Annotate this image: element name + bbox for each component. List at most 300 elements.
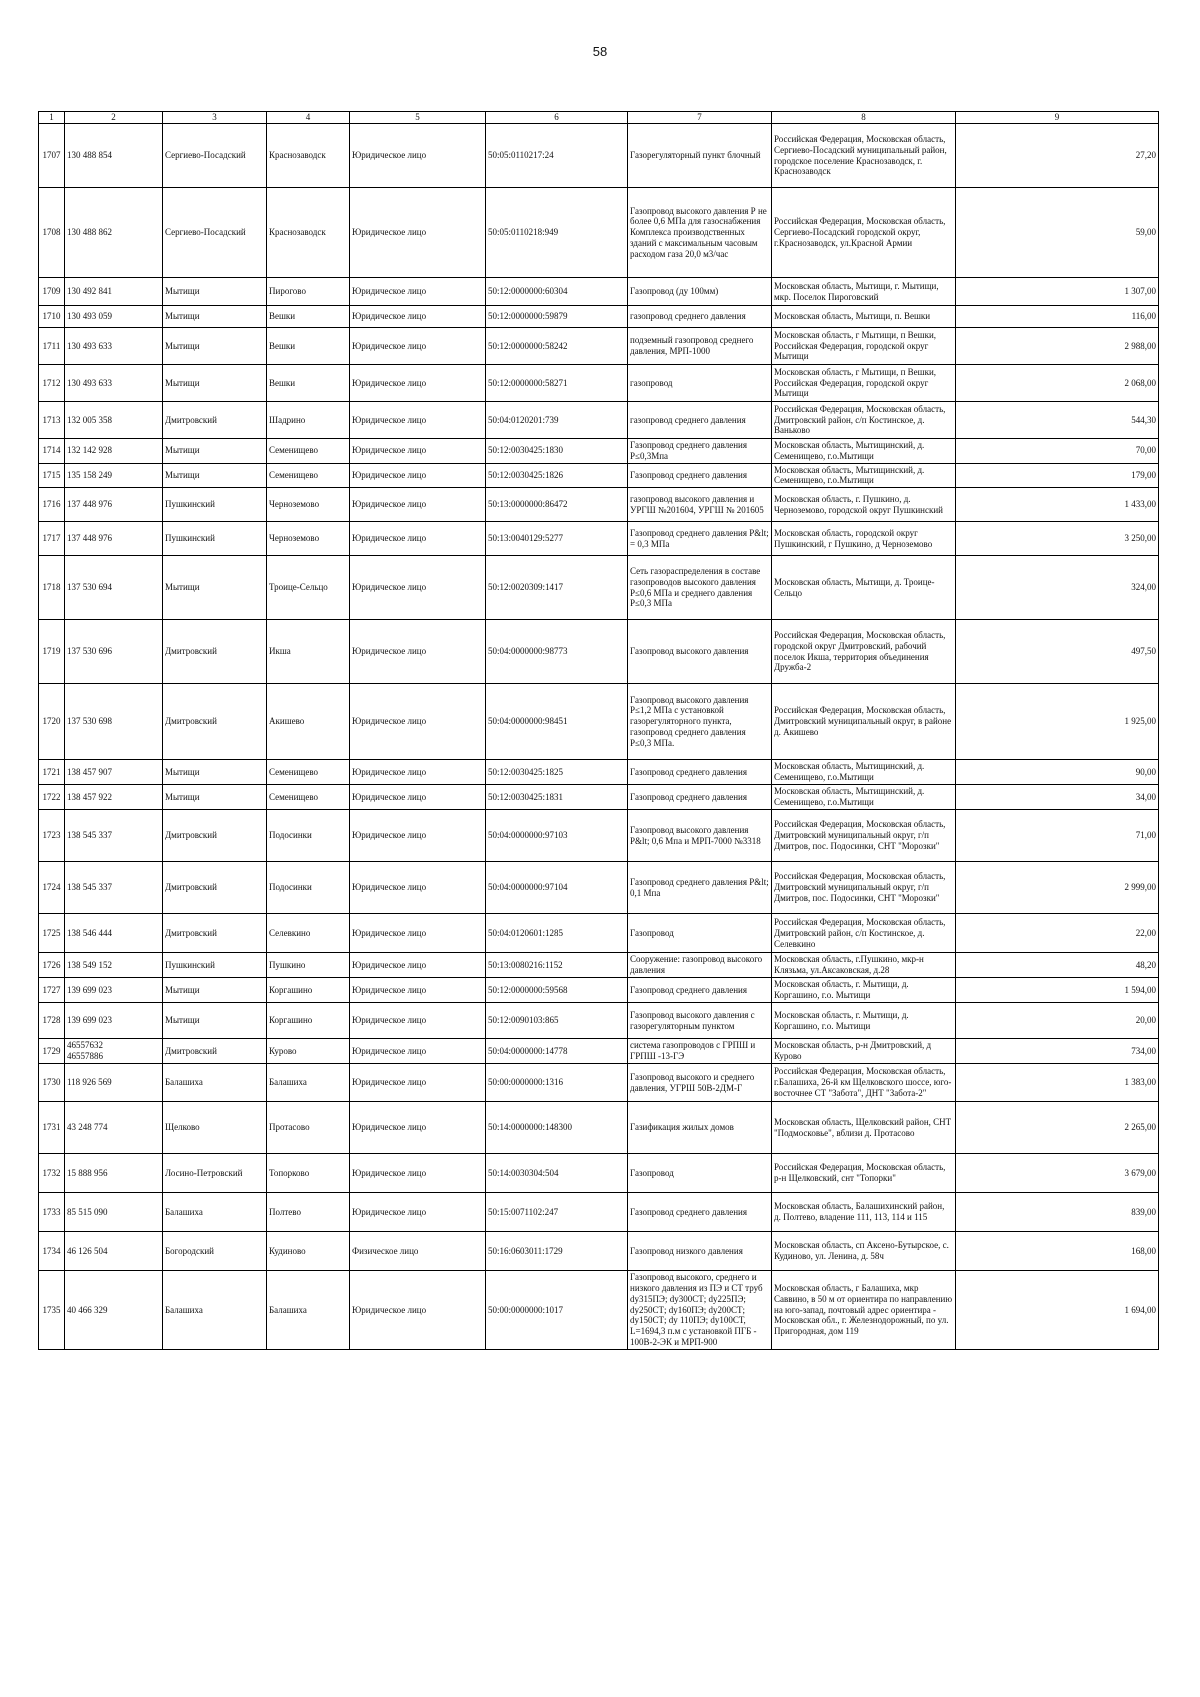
column-header: 5 (350, 112, 486, 124)
value-cell: 168,00 (956, 1232, 1159, 1271)
address-cell: Российская Федерация, Московская область, г.Балашиха, 26-й км Щелковского шоссе, юго-восточнее СТ "Забота", ДНТ "Забота-2" (772, 1064, 956, 1102)
object-code: 40 466 329 (65, 1271, 163, 1350)
column-header: 4 (267, 112, 350, 124)
object-code: 135 158 249 (65, 463, 163, 488)
address-cell: Московская область, Балашихинский район, д. Полтево, владение 111, 113, 114 и 115 (772, 1193, 956, 1232)
locality-cell: Топорково (267, 1154, 350, 1193)
value-cell: 497,50 (956, 620, 1159, 684)
object-code: 137 448 976 (65, 488, 163, 522)
table-row (39, 914, 1159, 953)
address-cell: Московская область, Мытищинский, д. Семенищево, г.о.Мытищи (772, 760, 956, 785)
object-name-cell: газопровод высокого давления и УРГШ №201604, УРГШ № 201605 (628, 488, 772, 522)
address-cell: Российская Федерация, Московская область, Дмитровский район, с/п Костинское, д. Ваньково (772, 402, 956, 439)
locality-cell: Коргашино (267, 1003, 350, 1039)
value-cell: 22,00 (956, 914, 1159, 953)
table-row (39, 810, 1159, 862)
owner-type-cell: Физическое лицо (350, 1232, 486, 1271)
cadastral-number-cell: 50:16:0603011:1729 (486, 1232, 628, 1271)
value-cell: 1 307,00 (956, 278, 1159, 306)
address-cell: Московская область, г Мытищи, п Вешки, Российская Федерация, городской округ Мытищи (772, 328, 956, 365)
column-header: 7 (628, 112, 772, 124)
object-name-cell: Газопровод среднего давления P&lt; 0,1 Мпа (628, 862, 772, 914)
cadastral-number-cell: 50:12:0000000:59568 (486, 978, 628, 1003)
column-header: 1 (39, 112, 65, 124)
object-code: 139 699 023 (65, 1003, 163, 1039)
district-cell: Дмитровский (163, 684, 267, 760)
district-cell: Пушкинский (163, 953, 267, 978)
object-name-cell: система газопроводов с ГРПШ и ГРПШ -13-ГЭ (628, 1039, 772, 1064)
address-cell: Московская область, г Балашиха, мкр Саввино, в 50 м от ориентира по направлению на юго-запад, почтовый адрес ориентира - Московская обл., г. Железнодорожный, по ул. Пригородная, дом 119 (772, 1271, 956, 1350)
table-row (39, 124, 1159, 188)
owner-type-cell: Юридическое лицо (350, 439, 486, 464)
object-code: 130 493 633 (65, 328, 163, 365)
table-row (39, 402, 1159, 439)
district-cell: Балашиха (163, 1271, 267, 1350)
cadastral-number-cell: 50:12:0020309:1417 (486, 556, 628, 620)
cadastral-number-cell: 50:13:0000000:86472 (486, 488, 628, 522)
row-number: 1727 (39, 978, 65, 1003)
row-number: 1732 (39, 1154, 65, 1193)
district-cell: Сергиево-Посадский (163, 124, 267, 188)
address-cell: Российская Федерация, Московская область, Дмитровский муниципальный округ, г/п Дмитров, пос. Подосинки, СНТ "Морозки" (772, 862, 956, 914)
table-row (39, 439, 1159, 464)
object-code: 130 488 862 (65, 188, 163, 278)
object-code: 137 530 694 (65, 556, 163, 620)
value-cell: 2 988,00 (956, 328, 1159, 365)
address-cell: Московская область, Мытищинский, д. Семенищево, г.о.Мытищи (772, 785, 956, 810)
owner-type-cell: Юридическое лицо (350, 463, 486, 488)
locality-cell: Троице-Сельцо (267, 556, 350, 620)
locality-cell: Вешки (267, 306, 350, 328)
cadastral-number-cell: 50:12:0000000:59879 (486, 306, 628, 328)
owner-type-cell: Юридическое лицо (350, 1064, 486, 1102)
locality-cell: Полтево (267, 1193, 350, 1232)
owner-type-cell: Юридическое лицо (350, 365, 486, 402)
row-number: 1715 (39, 463, 65, 488)
locality-cell: Пирогово (267, 278, 350, 306)
row-number: 1710 (39, 306, 65, 328)
table-row (39, 522, 1159, 556)
object-code: 138 545 337 (65, 810, 163, 862)
object-name-cell: Сооружение: газопровод высокого давления (628, 953, 772, 978)
district-cell: Балашиха (163, 1064, 267, 1102)
object-code: 132 005 358 (65, 402, 163, 439)
row-number: 1722 (39, 785, 65, 810)
value-cell: 71,00 (956, 810, 1159, 862)
locality-cell: Подосинки (267, 810, 350, 862)
cadastral-number-cell: 50:00:0000000:1017 (486, 1271, 628, 1350)
object-name-cell: Газопровод среднего давления (628, 978, 772, 1003)
owner-type-cell: Юридическое лицо (350, 1193, 486, 1232)
value-cell: 2 999,00 (956, 862, 1159, 914)
locality-cell: Акишево (267, 684, 350, 760)
owner-type-cell: Юридическое лицо (350, 1154, 486, 1193)
cadastral-number-cell: 50:12:0090103:865 (486, 1003, 628, 1039)
object-name-cell: газопровод среднего давления (628, 402, 772, 439)
table-row (39, 1064, 1159, 1102)
address-cell: Российская Федерация, Московская область, Дмитровский район, с/п Костинское, д. Селевкино (772, 914, 956, 953)
object-name-cell: Газопровод низкого давления (628, 1232, 772, 1271)
district-cell: Дмитровский (163, 862, 267, 914)
district-cell: Мытищи (163, 463, 267, 488)
object-name-cell: Газопровод высокого и среднего давления, УГРШ 50В-2ДМ-Г (628, 1064, 772, 1102)
cadastral-number-cell: 50:04:0000000:97103 (486, 810, 628, 862)
object-name-cell: подземный газопровод среднего давления, МРП-1000 (628, 328, 772, 365)
row-number: 1731 (39, 1102, 65, 1154)
value-cell: 1 433,00 (956, 488, 1159, 522)
object-code: 15 888 956 (65, 1154, 163, 1193)
owner-type-cell: Юридическое лицо (350, 1003, 486, 1039)
address-cell: Московская область, Мытищи, г. Мытищи, мкр. Поселок Пироговский (772, 278, 956, 306)
address-cell: Российская Федерация, Московская область, Сергиево-Посадский городской округ, г.Краснозаводск, ул.Красной Армии (772, 188, 956, 278)
object-name-cell: Газопровод среднего давления (628, 463, 772, 488)
table-row (39, 1039, 1159, 1064)
address-cell: Московская область, г. Мытищи, д. Коргашино, г.о. Мытищи (772, 978, 956, 1003)
table-row (39, 785, 1159, 810)
owner-type-cell: Юридическое лицо (350, 328, 486, 365)
district-cell: Мытищи (163, 439, 267, 464)
value-cell: 48,20 (956, 953, 1159, 978)
locality-cell: Курово (267, 1039, 350, 1064)
owner-type-cell: Юридическое лицо (350, 620, 486, 684)
locality-cell: Икша (267, 620, 350, 684)
table-row (39, 862, 1159, 914)
object-name-cell: Газопровод (628, 1154, 772, 1193)
table-row (39, 556, 1159, 620)
cadastral-number-cell: 50:04:0000000:97104 (486, 862, 628, 914)
owner-type-cell: Юридическое лицо (350, 278, 486, 306)
locality-cell: Вешки (267, 365, 350, 402)
address-cell: Московская область, г Мытищи, п Вешки, Российская Федерация, городской округ Мытищи (772, 365, 956, 402)
district-cell: Мытищи (163, 760, 267, 785)
table-row (39, 978, 1159, 1003)
table-row (39, 620, 1159, 684)
object-name-cell: Газопровод высокого давления Р не более 0,6 МПа для газоснабжения Комплекса производственных зданий с максимальным часовым расходом газа 20,0 м3/час (628, 188, 772, 278)
row-number: 1718 (39, 556, 65, 620)
object-code: 118 926 569 (65, 1064, 163, 1102)
value-cell: 1 594,00 (956, 978, 1159, 1003)
object-code: 130 488 854 (65, 124, 163, 188)
owner-type-cell: Юридическое лицо (350, 914, 486, 953)
cadastral-number-cell: 50:04:0000000:98773 (486, 620, 628, 684)
district-cell: Мытищи (163, 556, 267, 620)
district-cell: Дмитровский (163, 402, 267, 439)
district-cell: Пушкинский (163, 522, 267, 556)
row-number: 1714 (39, 439, 65, 464)
table-row (39, 328, 1159, 365)
object-code: 130 493 059 (65, 306, 163, 328)
owner-type-cell: Юридическое лицо (350, 760, 486, 785)
district-cell: Мытищи (163, 1003, 267, 1039)
value-cell: 59,00 (956, 188, 1159, 278)
object-code: 138 546 444 (65, 914, 163, 953)
object-name-cell: Газопровод среднего давления (628, 1193, 772, 1232)
row-number: 1712 (39, 365, 65, 402)
address-cell: Московская область, г. Мытищи, д. Коргашино, г.о. Мытищи (772, 1003, 956, 1039)
object-name-cell: Газопровод среднего давления (628, 785, 772, 810)
owner-type-cell: Юридическое лицо (350, 785, 486, 810)
row-number: 1709 (39, 278, 65, 306)
object-code: 46557632 46557886 (65, 1039, 163, 1064)
table-row (39, 953, 1159, 978)
locality-cell: Черноземово (267, 488, 350, 522)
object-name-cell: Газопровод высокого давления Р≤1,2 МПа с установкой газорегуляторного пункта, газопровод среднего давления Р≤0,3 МПа. (628, 684, 772, 760)
row-number: 1725 (39, 914, 65, 953)
owner-type-cell: Юридическое лицо (350, 488, 486, 522)
object-code: 130 492 841 (65, 278, 163, 306)
locality-cell: Протасово (267, 1102, 350, 1154)
row-number: 1708 (39, 188, 65, 278)
district-cell: Дмитровский (163, 620, 267, 684)
object-code: 138 457 922 (65, 785, 163, 810)
locality-cell: Семенищево (267, 463, 350, 488)
object-code: 138 549 152 (65, 953, 163, 978)
column-header: 8 (772, 112, 956, 124)
value-cell: 27,20 (956, 124, 1159, 188)
value-cell: 1 694,00 (956, 1271, 1159, 1350)
locality-cell: Шадрино (267, 402, 350, 439)
value-cell: 544,30 (956, 402, 1159, 439)
district-cell: Балашиха (163, 1193, 267, 1232)
object-code: 43 248 774 (65, 1102, 163, 1154)
table-header-row (39, 112, 1159, 124)
cadastral-number-cell: 50:04:0000000:98451 (486, 684, 628, 760)
owner-type-cell: Юридическое лицо (350, 978, 486, 1003)
object-name-cell: газопровод среднего давления (628, 306, 772, 328)
owner-type-cell: Юридическое лицо (350, 1271, 486, 1350)
row-number: 1728 (39, 1003, 65, 1039)
object-name-cell: Газопровод высокого давления P&lt; 0,6 Мпа и МРП-7000 №3318 (628, 810, 772, 862)
cadastral-number-cell: 50:04:0120601:1285 (486, 914, 628, 953)
object-code: 132 142 928 (65, 439, 163, 464)
owner-type-cell: Юридическое лицо (350, 1102, 486, 1154)
district-cell: Мытищи (163, 278, 267, 306)
address-cell: Российская Федерация, Московская область, Сергиево-Посадский муниципальный район, городское поселение Краснозаводск, г. Краснозаводск (772, 124, 956, 188)
address-cell: Московская область, Мытищинский, д. Семенищево, г.о.Мытищи (772, 463, 956, 488)
locality-cell: Коргашино (267, 978, 350, 1003)
table-row (39, 1102, 1159, 1154)
column-header: 9 (956, 112, 1159, 124)
district-cell: Дмитровский (163, 1039, 267, 1064)
row-number: 1716 (39, 488, 65, 522)
object-code: 46 126 504 (65, 1232, 163, 1271)
row-number: 1733 (39, 1193, 65, 1232)
row-number: 1724 (39, 862, 65, 914)
object-name-cell: Газопровод высокого давления (628, 620, 772, 684)
cadastral-number-cell: 50:12:0000000:60304 (486, 278, 628, 306)
object-code: 130 493 633 (65, 365, 163, 402)
district-cell: Богородский (163, 1232, 267, 1271)
row-number: 1734 (39, 1232, 65, 1271)
address-cell: Российская Федерация, Московская область, Дмитровский муниципальный округ, в районе д. Акишево (772, 684, 956, 760)
object-code: 138 545 337 (65, 862, 163, 914)
table-row (39, 1232, 1159, 1271)
row-number: 1730 (39, 1064, 65, 1102)
locality-cell: Балашиха (267, 1271, 350, 1350)
district-cell: Мытищи (163, 306, 267, 328)
cadastral-number-cell: 50:13:0040129:5277 (486, 522, 628, 556)
district-cell: Пушкинский (163, 488, 267, 522)
column-header: 6 (486, 112, 628, 124)
locality-cell: Семенищево (267, 760, 350, 785)
table-row (39, 488, 1159, 522)
owner-type-cell: Юридическое лицо (350, 684, 486, 760)
address-cell: Московская область, г. Пушкино, д. Черноземово, городской округ Пушкинский (772, 488, 956, 522)
locality-cell: Подосинки (267, 862, 350, 914)
object-name-cell: Газопровод (628, 914, 772, 953)
table-row (39, 1271, 1159, 1350)
cadastral-number-cell: 50:12:0000000:58271 (486, 365, 628, 402)
address-cell: Российская Федерация, Московская область, р-н Щелковский, снт "Топорки" (772, 1154, 956, 1193)
owner-type-cell: Юридическое лицо (350, 556, 486, 620)
table-row (39, 365, 1159, 402)
address-cell: Российская Федерация, Московская область, Дмитровский муниципальный округ, г/п Дмитров, пос. Подосинки, СНТ "Морозки" (772, 810, 956, 862)
value-cell: 34,00 (956, 785, 1159, 810)
table-row (39, 760, 1159, 785)
registry-table (38, 111, 1159, 1350)
object-name-cell: Сеть газораспределения в составе газопроводов высокого давления Р≤0,6 МПа и среднего давления Р≤0,3 МПа (628, 556, 772, 620)
locality-cell: Пушкино (267, 953, 350, 978)
table-row (39, 1154, 1159, 1193)
district-cell: Сергиево-Посадский (163, 188, 267, 278)
locality-cell: Семенищево (267, 785, 350, 810)
cadastral-number-cell: 50:12:0030425:1825 (486, 760, 628, 785)
row-number: 1721 (39, 760, 65, 785)
cadastral-number-cell: 50:12:0000000:58242 (486, 328, 628, 365)
object-name-cell: газопровод (628, 365, 772, 402)
object-code: 137 530 698 (65, 684, 163, 760)
value-cell: 2 068,00 (956, 365, 1159, 402)
object-code: 139 699 023 (65, 978, 163, 1003)
row-number: 1735 (39, 1271, 65, 1350)
address-cell: Московская область, Мытищи, д. Троице-Сельцо (772, 556, 956, 620)
table-row (39, 1003, 1159, 1039)
object-code: 137 448 976 (65, 522, 163, 556)
cadastral-number-cell: 50:05:0110218:949 (486, 188, 628, 278)
table-row (39, 188, 1159, 278)
value-cell: 1 383,00 (956, 1064, 1159, 1102)
row-number: 1720 (39, 684, 65, 760)
owner-type-cell: Юридическое лицо (350, 1039, 486, 1064)
value-cell: 116,00 (956, 306, 1159, 328)
value-cell: 2 265,00 (956, 1102, 1159, 1154)
object-name-cell: Газопровод среднего давления (628, 760, 772, 785)
district-cell: Щелково (163, 1102, 267, 1154)
value-cell: 3 250,00 (956, 522, 1159, 556)
locality-cell: Краснозаводск (267, 124, 350, 188)
value-cell: 1 925,00 (956, 684, 1159, 760)
cadastral-number-cell: 50:04:0000000:14778 (486, 1039, 628, 1064)
owner-type-cell: Юридическое лицо (350, 402, 486, 439)
row-number: 1726 (39, 953, 65, 978)
cadastral-number-cell: 50:14:0000000:148300 (486, 1102, 628, 1154)
object-code: 137 530 696 (65, 620, 163, 684)
value-cell: 324,00 (956, 556, 1159, 620)
row-number: 1713 (39, 402, 65, 439)
table-row (39, 463, 1159, 488)
owner-type-cell: Юридическое лицо (350, 124, 486, 188)
district-cell: Дмитровский (163, 914, 267, 953)
column-header: 2 (65, 112, 163, 124)
cadastral-number-cell: 50:12:0030425:1831 (486, 785, 628, 810)
cadastral-number-cell: 50:15:0071102:247 (486, 1193, 628, 1232)
column-header: 3 (163, 112, 267, 124)
value-cell: 3 679,00 (956, 1154, 1159, 1193)
object-code: 138 457 907 (65, 760, 163, 785)
locality-cell: Кудиново (267, 1232, 350, 1271)
page-number: 58 (592, 44, 608, 59)
address-cell: Московская область, сп Аксено-Бутырское, с. Кудиново, ул. Ленина, д. 58ч (772, 1232, 956, 1271)
object-name-cell: Газопровод высокого давления с газорегуляторным пунктом (628, 1003, 772, 1039)
object-name-cell: Газорегуляторный пункт блочный (628, 124, 772, 188)
owner-type-cell: Юридическое лицо (350, 188, 486, 278)
locality-cell: Балашиха (267, 1064, 350, 1102)
owner-type-cell: Юридическое лицо (350, 306, 486, 328)
table-row (39, 684, 1159, 760)
owner-type-cell: Юридическое лицо (350, 953, 486, 978)
district-cell: Мытищи (163, 785, 267, 810)
address-cell: Московская область, р-н Дмитровский, д Курово (772, 1039, 956, 1064)
locality-cell: Краснозаводск (267, 188, 350, 278)
district-cell: Мытищи (163, 978, 267, 1003)
address-cell: Московская область, Мытищи, п. Вешки (772, 306, 956, 328)
row-number: 1729 (39, 1039, 65, 1064)
row-number: 1723 (39, 810, 65, 862)
address-cell: Российская Федерация, Московская область, городской округ Дмитровский, рабочий поселок Икша, территория объединения Дружба-2 (772, 620, 956, 684)
owner-type-cell: Юридическое лицо (350, 522, 486, 556)
address-cell: Московская область, Мытищинский, д. Семенищево, г.о.Мытищи (772, 439, 956, 464)
value-cell: 70,00 (956, 439, 1159, 464)
locality-cell: Семенищево (267, 439, 350, 464)
row-number: 1717 (39, 522, 65, 556)
value-cell: 734,00 (956, 1039, 1159, 1064)
table-row (39, 278, 1159, 306)
address-cell: Московская область, г.Пушкино, мкр-н Клязьма, ул.Аксаковская, д.28 (772, 953, 956, 978)
object-name-cell: Газопровод высокого, среднего и низкого давления из ПЭ и СТ труб dy315ПЭ; dy300СТ; dy225ПЭ; dy250СТ; dy160ПЭ; dy200СТ; dy150СТ; dy 110ПЭ; dy100СТ, L=1694,3 п.м с установкой ПГБ - 100В-2-ЭК и МРП-900 (628, 1271, 772, 1350)
district-cell: Мытищи (163, 328, 267, 365)
address-cell: Московская область, городской округ Пушкинский, г Пушкино, д Черноземово (772, 522, 956, 556)
district-cell: Лосино-Петровский (163, 1154, 267, 1193)
row-number: 1711 (39, 328, 65, 365)
cadastral-number-cell: 50:05:0110217:24 (486, 124, 628, 188)
value-cell: 179,00 (956, 463, 1159, 488)
district-cell: Дмитровский (163, 810, 267, 862)
table-row (39, 1193, 1159, 1232)
cadastral-number-cell: 50:04:0120201:739 (486, 402, 628, 439)
locality-cell: Вешки (267, 328, 350, 365)
row-number: 1707 (39, 124, 65, 188)
object-code: 85 515 090 (65, 1193, 163, 1232)
value-cell: 20,00 (956, 1003, 1159, 1039)
value-cell: 839,00 (956, 1193, 1159, 1232)
value-cell: 90,00 (956, 760, 1159, 785)
owner-type-cell: Юридическое лицо (350, 862, 486, 914)
locality-cell: Черноземово (267, 522, 350, 556)
cadastral-number-cell: 50:13:0080216:1152 (486, 953, 628, 978)
cadastral-number-cell: 50:14:0030304:504 (486, 1154, 628, 1193)
address-cell: Московская область, Щелковский район, СНТ "Подмосковье", вблизи д. Протасово (772, 1102, 956, 1154)
object-name-cell: Газопровод среднего давления P&lt; = 0,3 МПа (628, 522, 772, 556)
object-name-cell: Газопровод среднего давления Р≤0,3Мпа (628, 439, 772, 464)
object-name-cell: Газификация жилых домов (628, 1102, 772, 1154)
district-cell: Мытищи (163, 365, 267, 402)
locality-cell: Селевкино (267, 914, 350, 953)
owner-type-cell: Юридическое лицо (350, 810, 486, 862)
cadastral-number-cell: 50:00:0000000:1316 (486, 1064, 628, 1102)
object-name-cell: Газопровод (ду 100мм) (628, 278, 772, 306)
row-number: 1719 (39, 620, 65, 684)
table-row (39, 306, 1159, 328)
